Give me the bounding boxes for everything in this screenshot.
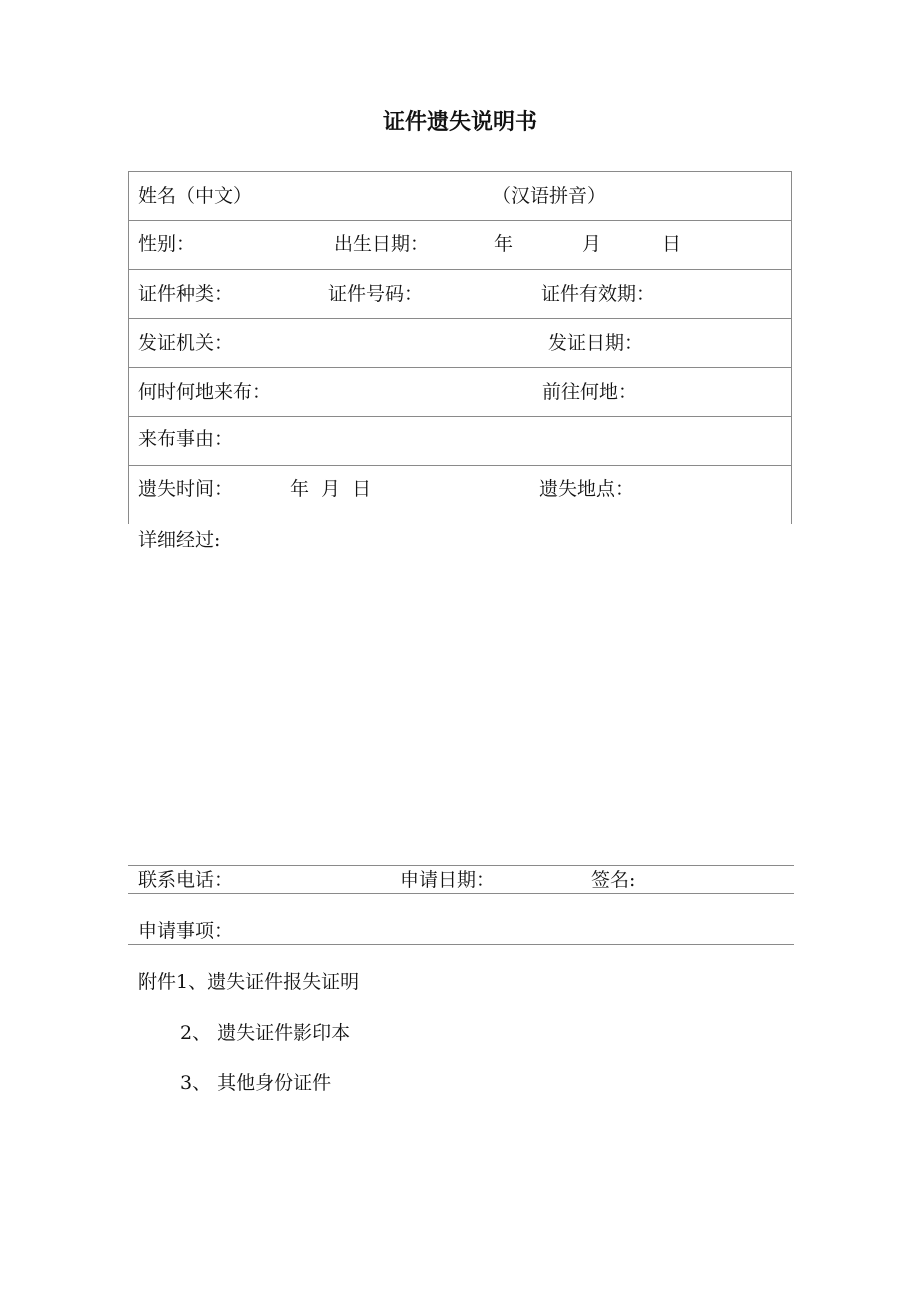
purpose-label: 来布事由： xyxy=(138,428,234,450)
name-cn-label: 姓名（中文） xyxy=(138,185,253,207)
loss-time-label: 遗失时间： xyxy=(138,478,234,500)
table-line xyxy=(128,416,792,417)
table-line xyxy=(128,171,792,172)
footer-line xyxy=(128,865,794,866)
loss-place-label: 遗失地点： xyxy=(539,478,635,500)
table-line xyxy=(128,220,792,221)
id-number-label: 证件号码： xyxy=(328,283,424,305)
details-label: 详细经过: xyxy=(138,529,221,551)
table-line xyxy=(128,465,792,466)
table-line xyxy=(128,269,792,270)
apply-date-label: 申请日期： xyxy=(400,869,496,891)
id-validity-label: 证件有效期： xyxy=(541,283,656,305)
apply-items-label: 申请事项： xyxy=(138,920,234,942)
gender-label: 性别： xyxy=(138,233,196,255)
document-title: 证件遗失说明书 xyxy=(382,109,537,135)
birth-month-label: 月 xyxy=(582,233,602,255)
issuing-authority-label: 发证机关： xyxy=(138,332,234,354)
footer-line xyxy=(128,944,794,945)
birth-date-label: 出生日期： xyxy=(334,233,430,255)
table-line xyxy=(128,318,792,319)
loss-date-parts: 年 月 日 xyxy=(290,478,372,500)
attachment-item: 附件1、遗失证件报失证明 xyxy=(138,971,360,993)
signature-label: 签名: xyxy=(591,869,636,891)
phone-label: 联系电话： xyxy=(138,869,234,891)
id-type-label: 证件种类： xyxy=(138,283,234,305)
table-border-right xyxy=(791,171,792,524)
arrival-label: 何时何地来布： xyxy=(138,381,272,403)
table-line xyxy=(128,367,792,368)
destination-label: 前往何地： xyxy=(542,381,638,403)
attachment-item: 2、 遗失证件影印本 xyxy=(180,1022,351,1044)
footer-line xyxy=(128,893,794,894)
attachment-item: 3、 其他身份证件 xyxy=(180,1072,332,1094)
table-border-left xyxy=(128,171,129,524)
issue-date-label: 发证日期： xyxy=(548,332,644,354)
birth-day-label: 日 xyxy=(662,233,682,255)
name-pinyin-label: （汉语拼音） xyxy=(492,185,607,207)
birth-year-label: 年 xyxy=(494,233,514,255)
